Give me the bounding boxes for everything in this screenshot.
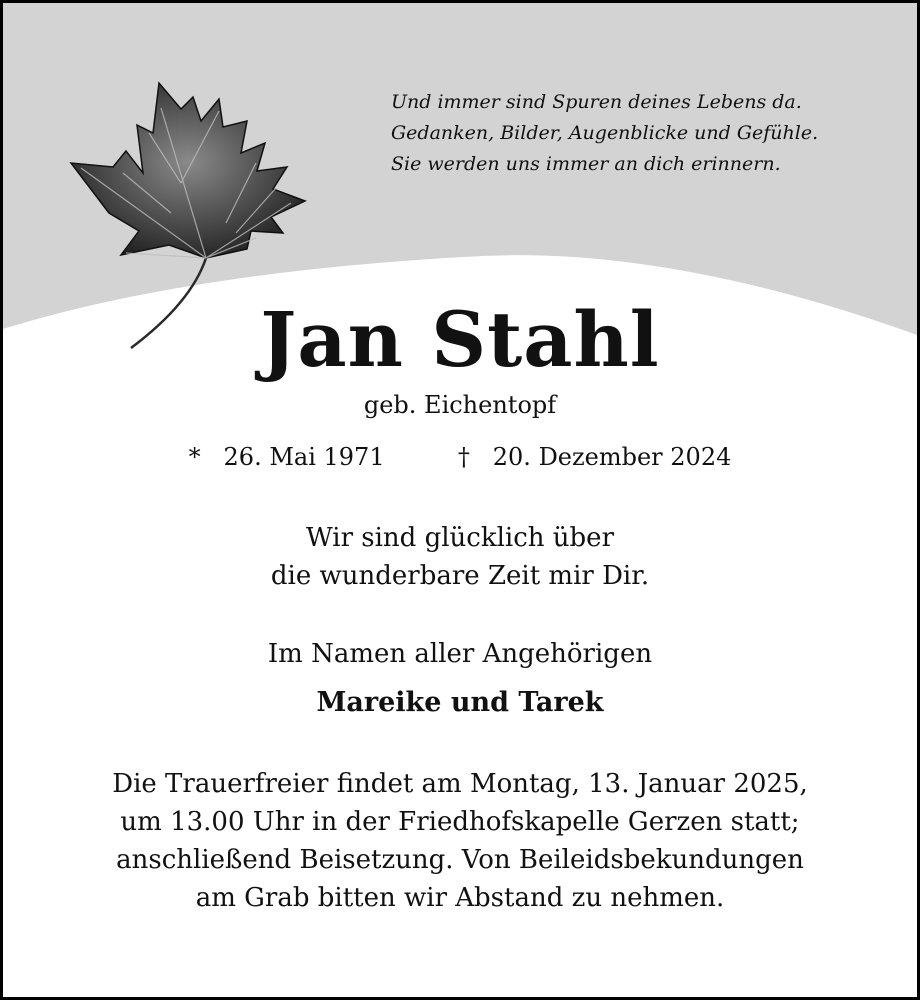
birth-date: 26. Mai 1971 bbox=[223, 443, 385, 471]
service-line: anschließend Beisetzung. Von Beileidsbekundungen bbox=[116, 845, 804, 875]
quote bbox=[391, 87, 891, 180]
death-date: 20. Dezember 2024 bbox=[492, 443, 732, 471]
quote-line: Und immer sind Spuren deines Lebens da. bbox=[391, 91, 802, 113]
message bbox=[3, 519, 917, 595]
life-dates bbox=[3, 443, 917, 471]
deceased-name: Jan Stahl bbox=[260, 295, 660, 384]
service-info bbox=[3, 765, 917, 917]
family-names: Mareike und Tarek bbox=[316, 687, 604, 718]
service-line: am Grab bitten wir Abstand zu nehmen. bbox=[195, 883, 725, 913]
born-symbol: * bbox=[188, 443, 201, 471]
quote-line: Sie werden uns immer an dich erinnern. bbox=[391, 153, 781, 175]
message-line: die wunderbare Zeit mir Dir. bbox=[270, 561, 650, 591]
died-symbol: † bbox=[457, 443, 470, 471]
message-line: Wir sind glücklich über bbox=[305, 523, 614, 553]
family-intro: Im Namen aller Angehörigen bbox=[267, 639, 653, 669]
service-line: Die Trauerfreier findet am Montag, 13. Januar 2025, bbox=[112, 769, 808, 799]
birth-name: geb. Eichentopf bbox=[363, 391, 557, 419]
service-line: um 13.00 Uhr in der Friedhofskapelle Gerzen statt; bbox=[120, 807, 800, 837]
quote-line: Gedanken, Bilder, Augenblicke und Gefühle. bbox=[391, 122, 819, 144]
